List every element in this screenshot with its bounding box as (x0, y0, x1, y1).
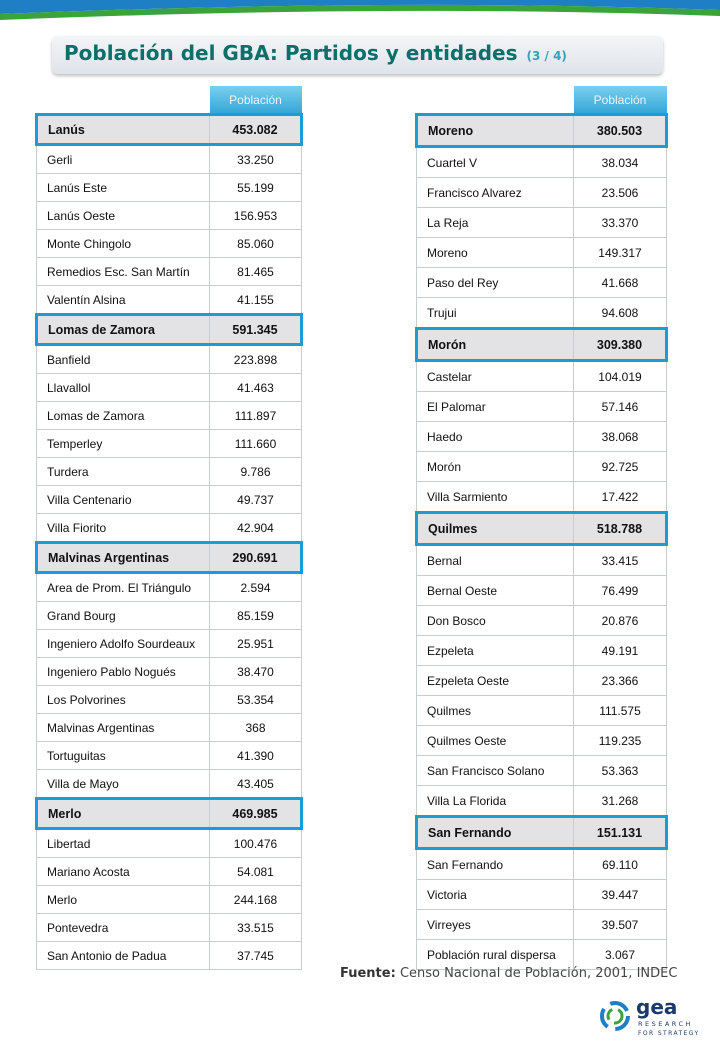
entity-name: Valentín Alsina (37, 286, 210, 315)
entity-population: 100.476 (210, 829, 302, 858)
entity-row (37, 286, 302, 315)
entity-row (37, 770, 302, 799)
entity-name: Gerli (37, 145, 210, 174)
population-column-header: Población (574, 86, 667, 115)
entity-population: 85.159 (210, 602, 302, 630)
gea-logo (600, 990, 720, 1040)
entity-row (37, 174, 302, 202)
entity-population: 53.363 (574, 756, 667, 786)
entity-row (417, 482, 667, 513)
entity-name: Victoria (417, 880, 574, 910)
source-label: Fuente: (340, 966, 396, 981)
partido-row (37, 315, 302, 345)
entity-row (417, 361, 667, 392)
entity-row (417, 696, 667, 726)
partido-population: 469.985 (210, 799, 302, 829)
entity-name: Paso del Rey (417, 268, 574, 298)
entity-population: 156.953 (210, 202, 302, 230)
entity-name: El Palomar (417, 392, 574, 422)
entity-population: 37.745 (210, 942, 302, 970)
decorative-top-band (0, 0, 720, 28)
entity-name: Villa Fiorito (37, 514, 210, 543)
entity-name: Area de Prom. El Triángulo (37, 573, 210, 602)
entity-population: 149.317 (574, 238, 667, 268)
entity-name: Lanús Este (37, 174, 210, 202)
entity-population: 104.019 (574, 361, 667, 392)
partido-population: 380.503 (574, 115, 667, 147)
entity-population: 85.060 (210, 230, 302, 258)
entity-name: Moreno (417, 238, 574, 268)
partido-name: Quilmes (417, 513, 574, 545)
entity-name: Grand Bourg (37, 602, 210, 630)
entity-row (417, 452, 667, 482)
logo-tagline-2: FOR STRATEGY (638, 1030, 700, 1037)
entity-population: 3.067 (574, 940, 667, 970)
entity-population: 54.081 (210, 858, 302, 886)
entity-row (417, 268, 667, 298)
entity-name: Monte Chingolo (37, 230, 210, 258)
entity-row (37, 886, 302, 914)
entity-name: Quilmes Oeste (417, 726, 574, 756)
logo-wordmark: gea (636, 995, 678, 1019)
entity-name: Malvinas Argentinas (37, 714, 210, 742)
entity-population: 368 (210, 714, 302, 742)
partido-row (417, 513, 667, 545)
partido-row (37, 799, 302, 829)
entity-row (37, 858, 302, 886)
entity-row (37, 145, 302, 174)
entity-name: Temperley (37, 430, 210, 458)
entity-name: Quilmes (417, 696, 574, 726)
table-header-row (417, 86, 667, 115)
entity-name: Ezpeleta (417, 636, 574, 666)
entity-row (37, 914, 302, 942)
entity-name: Bernal (417, 545, 574, 576)
entity-row (37, 430, 302, 458)
entity-row (417, 576, 667, 606)
entity-row (37, 630, 302, 658)
entity-population: 81.465 (210, 258, 302, 286)
entity-name: Villa Sarmiento (417, 482, 574, 513)
entity-row (37, 345, 302, 374)
entity-name: Tortuguitas (37, 742, 210, 770)
entity-population: 41.668 (574, 268, 667, 298)
page-indicator: (3 / 4) (526, 49, 567, 63)
entity-population: 17.422 (574, 482, 667, 513)
entity-row (37, 230, 302, 258)
entity-name: Banfield (37, 345, 210, 374)
source-text: Censo Nacional de Población, 2001, INDEC (399, 966, 678, 981)
entity-row (417, 422, 667, 452)
entity-population: 57.146 (574, 392, 667, 422)
partido-name: Malvinas Argentinas (37, 543, 210, 573)
entity-name: Lomas de Zamora (37, 402, 210, 430)
partido-name: Lanús (37, 115, 210, 145)
entity-row (37, 714, 302, 742)
partido-row (37, 115, 302, 145)
entity-row (37, 942, 302, 970)
entity-name: La Reja (417, 208, 574, 238)
entity-row (37, 402, 302, 430)
entity-population: 42.904 (210, 514, 302, 543)
entity-name: Bernal Oeste (417, 576, 574, 606)
entity-name: Morón (417, 452, 574, 482)
table-header-row (37, 86, 302, 115)
entity-row (37, 686, 302, 714)
entity-population: 41.463 (210, 374, 302, 402)
entity-row (37, 202, 302, 230)
partido-row (417, 329, 667, 361)
entity-population: 53.354 (210, 686, 302, 714)
entity-name: Turdera (37, 458, 210, 486)
entity-name: Trujui (417, 298, 574, 329)
entity-row (417, 238, 667, 268)
partido-population: 290.691 (210, 543, 302, 573)
entity-population: 244.168 (210, 886, 302, 914)
entity-name: Villa La Florida (417, 786, 574, 817)
entity-row (417, 726, 667, 756)
entity-row (417, 178, 667, 208)
entity-row (417, 756, 667, 786)
entity-row (37, 658, 302, 686)
entity-name: Francisco Alvarez (417, 178, 574, 208)
partido-name: Morón (417, 329, 574, 361)
partido-population: 591.345 (210, 315, 302, 345)
entity-name: Merlo (37, 886, 210, 914)
entity-row (37, 829, 302, 858)
population-column-header: Población (210, 86, 302, 115)
entity-population: 111.660 (210, 430, 302, 458)
entity-row (37, 514, 302, 543)
entity-name: San Antonio de Padua (37, 942, 210, 970)
entity-population: 69.110 (574, 849, 667, 880)
entity-name: Mariano Acosta (37, 858, 210, 886)
entity-row (37, 486, 302, 514)
entity-population: 55.199 (210, 174, 302, 202)
entity-row (37, 742, 302, 770)
entity-population: 9.786 (210, 458, 302, 486)
entity-population: 41.155 (210, 286, 302, 315)
entity-population: 111.897 (210, 402, 302, 430)
entity-name: Llavallol (37, 374, 210, 402)
entity-name: Haedo (417, 422, 574, 452)
logo-tagline-1: RESEARCH (638, 1020, 693, 1028)
entity-population: 92.725 (574, 452, 667, 482)
partido-row (37, 543, 302, 573)
entity-row (37, 602, 302, 630)
entity-population: 33.415 (574, 545, 667, 576)
entity-row (37, 573, 302, 602)
entity-name: Castelar (417, 361, 574, 392)
entity-population: 111.575 (574, 696, 667, 726)
entity-name: San Francisco Solano (417, 756, 574, 786)
partido-population: 309.380 (574, 329, 667, 361)
entity-name: Ingeniero Adolfo Sourdeaux (37, 630, 210, 658)
entity-population: 33.250 (210, 145, 302, 174)
header-empty-cell (37, 86, 210, 115)
entity-name: Lanús Oeste (37, 202, 210, 230)
entity-name: Ezpeleta Oeste (417, 666, 574, 696)
entity-name: San Fernando (417, 849, 574, 880)
entity-population: 23.506 (574, 178, 667, 208)
entity-population: 2.594 (210, 573, 302, 602)
entity-population: 39.507 (574, 910, 667, 940)
entity-row (417, 666, 667, 696)
entity-population: 20.876 (574, 606, 667, 636)
entity-population: 76.499 (574, 576, 667, 606)
entity-name: Don Bosco (417, 606, 574, 636)
entity-row (417, 786, 667, 817)
entity-name: Cuartel V (417, 147, 574, 178)
entity-row (417, 298, 667, 329)
left-population-table (35, 86, 303, 970)
partido-name: Moreno (417, 115, 574, 147)
entity-name: Remedios Esc. San Martín (37, 258, 210, 286)
right-population-table (415, 86, 668, 970)
entity-population: 38.068 (574, 422, 667, 452)
entity-population: 33.370 (574, 208, 667, 238)
entity-name: Villa Centenario (37, 486, 210, 514)
entity-population: 43.405 (210, 770, 302, 799)
entity-population: 23.366 (574, 666, 667, 696)
entity-population: 94.608 (574, 298, 667, 329)
entity-population: 119.235 (574, 726, 667, 756)
partido-row (417, 115, 667, 147)
entity-row (417, 910, 667, 940)
entity-row (417, 147, 667, 178)
partido-name: Merlo (37, 799, 210, 829)
entity-name: Villa de Mayo (37, 770, 210, 799)
entity-name: Virreyes (417, 910, 574, 940)
partido-population: 151.131 (574, 817, 667, 849)
entity-population: 33.515 (210, 914, 302, 942)
entity-name: Pontevedra (37, 914, 210, 942)
entity-population: 38.470 (210, 658, 302, 686)
entity-population: 38.034 (574, 147, 667, 178)
entity-population: 39.447 (574, 880, 667, 910)
entity-population: 25.951 (210, 630, 302, 658)
entity-population: 31.268 (574, 786, 667, 817)
entity-name: Libertad (37, 829, 210, 858)
entity-row (417, 545, 667, 576)
entity-name: Ingeniero Pablo Nogués (37, 658, 210, 686)
entity-row (37, 374, 302, 402)
partido-name: Lomas de Zamora (37, 315, 210, 345)
entity-row (37, 258, 302, 286)
entity-row (37, 458, 302, 486)
partido-population: 518.788 (574, 513, 667, 545)
entity-name: Los Polvorines (37, 686, 210, 714)
page-title (64, 41, 567, 65)
entity-row (417, 392, 667, 422)
entity-row (417, 208, 667, 238)
entity-row (417, 606, 667, 636)
entity-row (417, 636, 667, 666)
entity-population: 49.737 (210, 486, 302, 514)
entity-population: 41.390 (210, 742, 302, 770)
partido-name: San Fernando (417, 817, 574, 849)
entity-row (417, 880, 667, 910)
entity-row (417, 849, 667, 880)
entity-row (417, 940, 667, 970)
entity-population: 49.191 (574, 636, 667, 666)
entity-name: Población rural dispersa (417, 940, 574, 970)
partido-row (417, 817, 667, 849)
header-empty-cell (417, 86, 574, 115)
gea-logo-mark (600, 990, 720, 1040)
partido-population: 453.082 (210, 115, 302, 145)
title-bar (52, 36, 663, 74)
source-note (340, 966, 677, 981)
entity-population: 223.898 (210, 345, 302, 374)
page-title-main: Población del GBA: Partidos y entidades (64, 41, 518, 65)
